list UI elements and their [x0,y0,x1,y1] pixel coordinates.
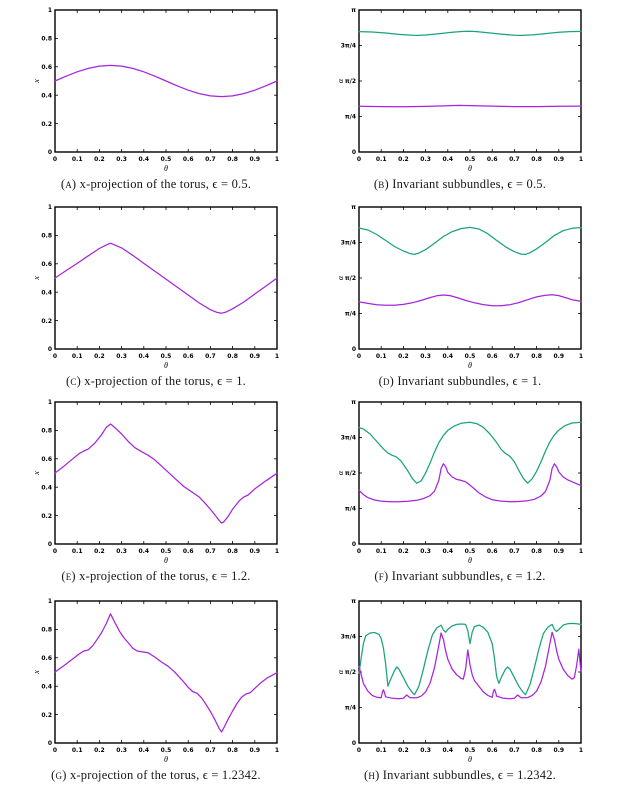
x-tick-label: 0.4 [138,156,150,163]
plot-frame [359,402,581,544]
y-tick-label: π/4 [344,113,356,121]
x-tick-label: 0.7 [509,548,520,555]
x-tick-label: 0.7 [509,747,520,754]
y-tick-label: 0 [351,346,356,354]
x-tick-label: 0 [52,353,58,360]
y-tick-label: 0 [351,541,356,549]
x-tick-label: 0 [52,548,58,555]
x-tick-label: 1 [578,156,584,163]
y-tick-label: 3π/4 [340,434,356,442]
caption-h-letter: (h) [364,768,380,782]
x-tick-label: 0.1 [375,353,387,360]
plot-canvas-b [334,4,586,174]
x-tick-label: 1 [274,747,280,754]
y-tick-label: 0 [351,149,356,157]
x-tick-label: 0.9 [249,156,261,163]
x-tick-label: 0.9 [553,156,565,163]
y-tick-label: 0.4 [41,683,52,691]
caption-d-text: Invariant subbundles, ϵ = 1. [397,374,542,388]
panel-d-invariant-subbundles [334,201,586,389]
x-tick-label: 0.8 [531,548,542,555]
x-tick-label: 0.4 [138,548,150,555]
y-axis-label: x [32,670,41,674]
y-tick-label: 0.4 [41,92,52,100]
x-tick-label: 0.3 [420,156,431,163]
y-tick-label: 1 [47,399,52,407]
curve-purple [359,295,581,306]
x-tick-label: 0.5 [160,353,172,360]
x-tick-label: 0.8 [227,353,238,360]
x-axis-label: θ [468,361,472,370]
x-axis-label: θ [164,755,168,764]
y-axis-label: α [336,78,345,84]
x-tick-label: 0.6 [182,353,194,360]
caption-h [334,768,586,783]
x-tick-label: 0.8 [531,747,542,754]
x-tick-label: 1 [274,548,280,555]
y-tick-label: 0.6 [41,261,52,268]
y-tick-label: 0.8 [41,35,52,43]
caption-c-text: x-projection of the torus, ϵ = 1. [84,374,246,388]
caption-a-letter: (a) [60,177,77,191]
x-tick-label: 0.7 [205,353,216,360]
plot-frame [55,402,277,544]
x-tick-label: 0.6 [182,156,194,163]
x-tick-label: 0.8 [227,156,238,163]
y-axis-label: x [32,79,41,83]
x-tick-label: 0.7 [205,747,216,754]
plot-canvas-g [30,595,282,765]
y-tick-label: π/4 [344,505,356,513]
y-tick-label: 3π/4 [340,633,356,641]
x-tick-label: 0.4 [442,747,454,754]
x-tick-label: 0.5 [464,747,476,754]
x-tick-label: 0.4 [138,747,150,754]
caption-g-letter: (g) [51,768,67,782]
caption-b [334,177,586,192]
y-tick-label: 0.2 [41,512,52,520]
x-tick-label: 0.6 [486,548,498,555]
y-axis-label: x [32,276,41,280]
x-tick-label: 0.6 [486,747,498,754]
x-tick-label: 0.2 [94,548,105,555]
panel-h-invariant-subbundles [334,595,586,783]
y-tick-label: 0.2 [41,120,52,128]
x-tick-label: 0.2 [398,353,409,360]
curve-green [359,227,581,254]
x-tick-label: 0.8 [227,548,238,555]
y-tick-label: 0.6 [41,655,52,662]
panel-a-x-projection-torus [30,4,282,192]
panel-c-x-projection-torus [30,201,282,389]
plot-frame [55,601,277,743]
caption-f [334,569,586,584]
y-tick-label: 0 [47,740,52,748]
panel-e-x-projection-torus [30,396,282,584]
x-tick-label: 0.1 [71,548,83,555]
x-tick-label: 0.2 [94,353,105,360]
y-axis-label: x [32,471,41,475]
plot-frame [359,601,581,743]
y-tick-label: 1 [47,7,52,15]
x-tick-label: 0.2 [398,747,409,754]
x-tick-label: 0.2 [94,747,105,754]
curve-purple [55,243,277,313]
x-tick-label: 0 [356,548,362,555]
caption-a-text: x-projection of the torus, ϵ = 0.5. [79,177,252,191]
caption-f-text: Invariant subbundles, ϵ = 1.2. [391,569,546,583]
y-tick-label: 0.6 [41,64,52,71]
y-axis-label: α [336,275,345,281]
x-tick-label: 0.9 [553,353,565,360]
x-tick-label: 0.1 [71,353,83,360]
curve-green [359,623,581,694]
x-axis-label: θ [164,556,168,565]
y-tick-label: 0.2 [41,711,52,719]
x-tick-label: 1 [578,548,584,555]
x-tick-label: 0.7 [205,156,216,163]
plot-frame [55,207,277,349]
y-tick-label: 0.4 [41,289,52,297]
x-tick-label: 0.2 [398,156,409,163]
caption-e-text: x-projection of the torus, ϵ = 1.2. [79,569,251,583]
x-tick-label: 0.7 [509,156,520,163]
y-tick-label: 0.8 [41,626,52,634]
x-axis-label: θ [164,361,168,370]
x-tick-label: 0.9 [249,747,261,754]
curve-purple [55,614,277,732]
x-tick-label: 0.1 [375,747,387,754]
x-tick-label: 0 [52,156,58,163]
caption-g-text: x-projection of the torus, ϵ = 1.2342. [69,768,261,782]
y-tick-label: π/2 [344,275,356,283]
x-axis-label: θ [164,164,168,173]
caption-d-letter: (d) [378,374,395,388]
x-tick-label: 0.8 [531,156,542,163]
plot-canvas-e [30,396,282,566]
y-tick-label: 0.8 [41,232,52,240]
y-tick-label: 1 [47,204,52,212]
x-tick-label: 0.5 [464,548,476,555]
caption-c-letter: (c) [65,374,81,388]
x-tick-label: 0 [356,353,362,360]
plot-canvas-a [30,4,282,174]
y-tick-label: 0.8 [41,427,52,435]
y-tick-label: π [351,7,356,15]
y-tick-label: π/4 [344,704,356,712]
y-tick-label: 0 [47,149,52,157]
caption-e-letter: (e) [61,569,76,583]
y-tick-label: π/2 [344,669,356,677]
x-tick-label: 0.3 [420,548,431,555]
x-tick-label: 0.5 [464,156,476,163]
x-tick-label: 0.7 [205,548,216,555]
x-tick-label: 1 [578,747,584,754]
panel-b-invariant-subbundles [334,4,586,192]
x-axis-label: θ [468,755,472,764]
y-axis-label: α [336,470,345,476]
plot-canvas-h [334,595,586,765]
x-tick-label: 0.5 [160,156,172,163]
x-tick-label: 0.3 [420,747,431,754]
curve-purple [359,464,581,502]
y-tick-label: π/2 [344,78,356,86]
x-tick-label: 0.4 [442,353,454,360]
y-tick-label: π [351,204,356,212]
x-axis-label: θ [468,556,472,565]
curve-green [359,422,581,483]
y-tick-label: 1 [47,598,52,606]
x-tick-label: 0.4 [442,548,454,555]
curve-green [359,31,581,35]
x-tick-label: 0.7 [509,353,520,360]
x-tick-label: 0.3 [420,353,431,360]
y-tick-label: 0 [47,541,52,549]
y-tick-label: π/4 [344,310,356,318]
plot-canvas-f [334,396,586,566]
x-tick-label: 0.5 [160,747,172,754]
y-tick-label: 0 [47,346,52,354]
x-tick-label: 0.2 [398,548,409,555]
x-tick-label: 0.1 [71,747,83,754]
x-tick-label: 1 [274,156,280,163]
x-tick-label: 0.6 [182,747,194,754]
x-tick-label: 0 [356,156,362,163]
y-tick-label: 0.6 [41,456,52,463]
y-tick-label: 0 [351,740,356,748]
x-tick-label: 0.9 [249,548,261,555]
x-tick-label: 1 [578,353,584,360]
caption-g [30,768,282,783]
x-tick-label: 0.1 [375,548,387,555]
x-tick-label: 0.3 [116,353,127,360]
caption-h-text: Invariant subbundles, ϵ = 1.2342. [382,768,556,782]
plot-canvas-d [334,201,586,371]
x-tick-label: 0.9 [553,747,565,754]
x-tick-label: 0.5 [160,548,172,555]
curve-purple [55,65,277,96]
caption-a [30,177,282,192]
x-tick-label: 0 [52,747,58,754]
x-tick-label: 0.3 [116,548,127,555]
x-tick-label: 0.4 [138,353,150,360]
y-axis-label: α [336,669,345,675]
x-tick-label: 0.9 [553,548,565,555]
x-tick-label: 0.6 [486,353,498,360]
x-tick-label: 0.8 [227,747,238,754]
x-tick-label: 0.1 [375,156,387,163]
x-tick-label: 0.6 [486,156,498,163]
curve-purple [55,424,277,523]
x-tick-label: 0.8 [531,353,542,360]
panel-g-x-projection-torus [30,595,282,783]
panel-f-invariant-subbundles [334,396,586,584]
x-axis-label: θ [468,164,472,173]
caption-f-letter: (f) [374,569,389,583]
caption-d [334,374,586,389]
x-tick-label: 0.1 [71,156,83,163]
x-tick-label: 0.9 [249,353,261,360]
plot-frame [359,207,581,349]
y-tick-label: 3π/4 [340,42,356,50]
y-tick-label: 0.4 [41,484,52,492]
caption-b-letter: (b) [373,177,389,191]
x-tick-label: 0.6 [182,548,194,555]
plot-canvas-c [30,201,282,371]
y-tick-label: π [351,399,356,407]
x-tick-label: 0.2 [94,156,105,163]
caption-c [30,374,282,389]
x-tick-label: 1 [274,353,280,360]
x-tick-label: 0 [356,747,362,754]
caption-e [30,569,282,584]
caption-b-text: Invariant subbundles, ϵ = 0.5. [392,177,547,191]
y-tick-label: 3π/4 [340,239,356,247]
y-tick-label: π [351,598,356,606]
x-tick-label: 0.3 [116,747,127,754]
curve-purple [359,105,581,106]
y-tick-label: π/2 [344,470,356,478]
x-tick-label: 0.3 [116,156,127,163]
x-tick-label: 0.5 [464,353,476,360]
x-tick-label: 0.4 [442,156,454,163]
y-tick-label: 0.2 [41,317,52,325]
